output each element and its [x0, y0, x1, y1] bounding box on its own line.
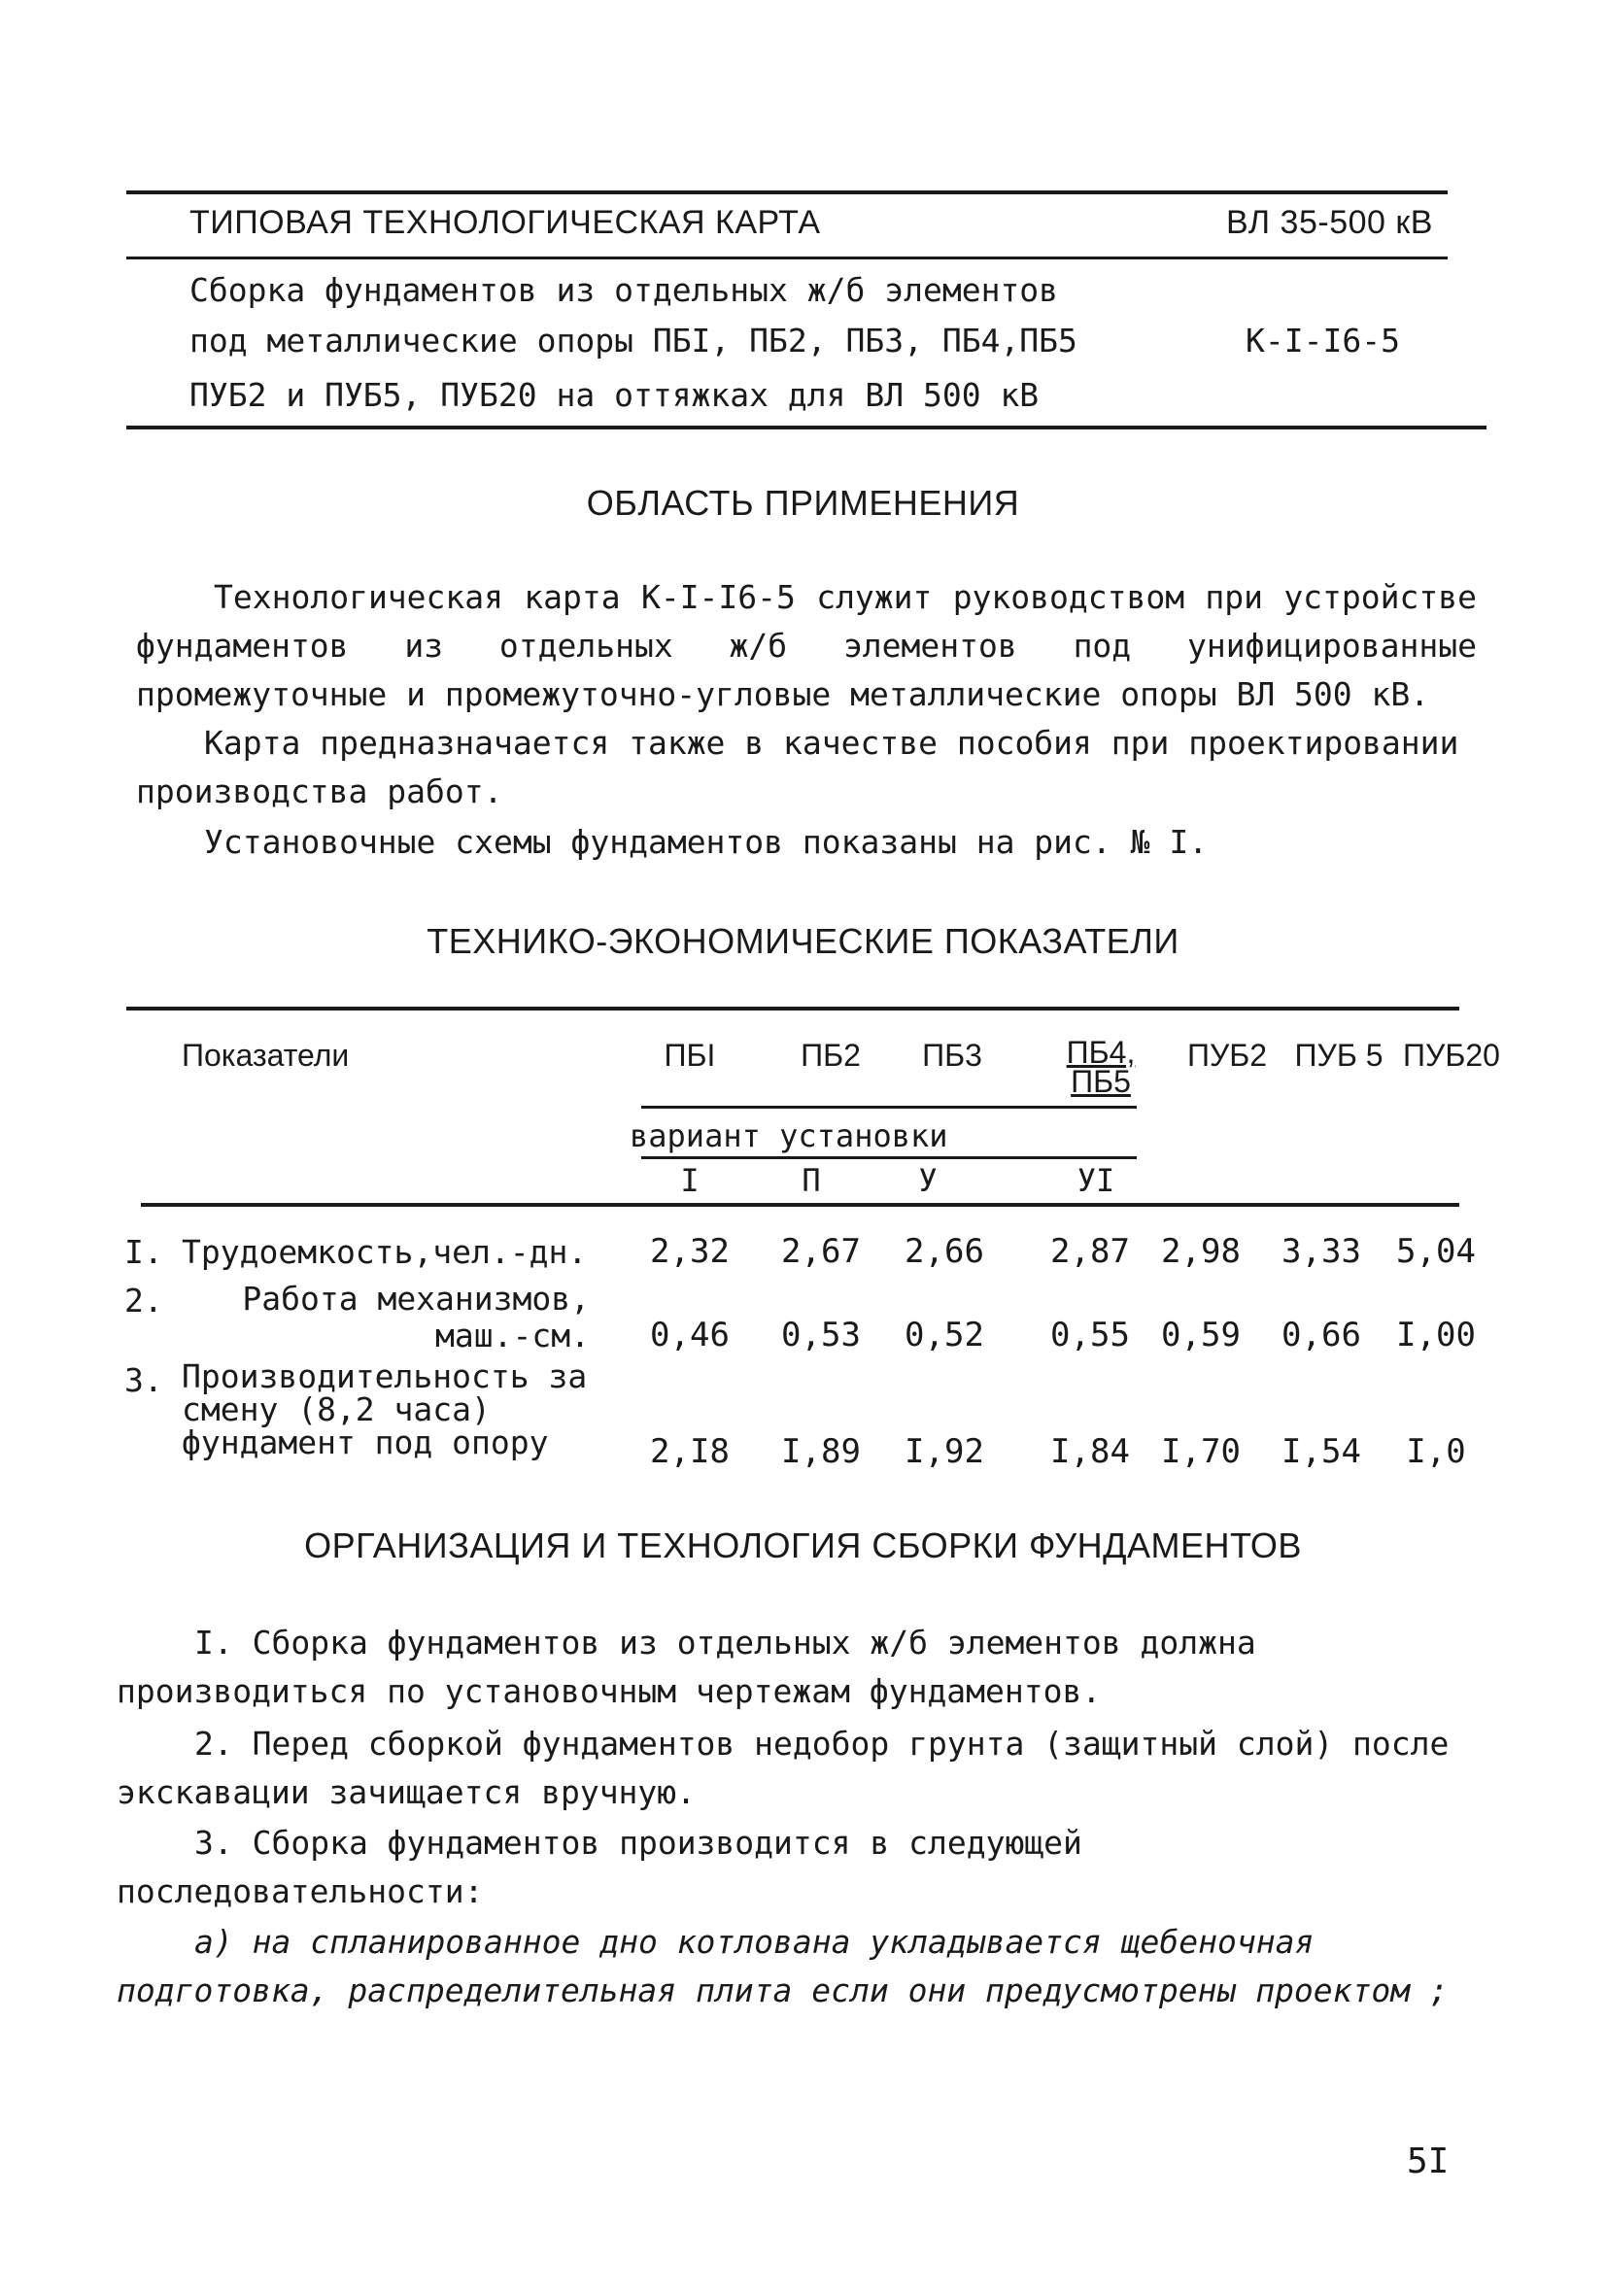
row3-pb3: I,92 — [905, 1432, 984, 1471]
row1-label: Трудоемкость,чел.-дн. — [182, 1233, 588, 1271]
row1-pub2: 2,98 — [1161, 1232, 1241, 1271]
table-header-rule — [141, 1203, 1459, 1207]
row1-pb1: 2,32 — [650, 1232, 730, 1271]
header-subtitle-line3: ПУБ2 и ПУБ5, ПУБ20 на оттяжках для ВЛ 500 кВ — [189, 376, 1040, 414]
section-heading-indicators: ТЕХНИКО-ЭКОНОМИЧЕСКИЕ ПОКАЗАТЕЛИ — [427, 921, 1179, 961]
table-indicator-header: Показатели — [182, 1038, 350, 1073]
header-mid-rule — [126, 257, 1448, 259]
row3-label: Производительность за смену (8,2 часа) фундамент под опору — [182, 1357, 588, 1461]
voltage-range: ВЛ 35-500 кВ — [1226, 204, 1433, 241]
organization-paragraph-2: 2. Перед сборкой фундаментов недобор грунта (защитный слой) после экскавации зачищается вручную. — [117, 1725, 1450, 1811]
row1-pub20: 5,04 — [1396, 1232, 1476, 1271]
header-top-rule — [126, 190, 1448, 194]
variant-p: П — [802, 1162, 821, 1199]
row1-pub5: 3,33 — [1281, 1232, 1361, 1271]
row2-pb2: 0,53 — [781, 1316, 861, 1354]
row2-number: 2. — [124, 1282, 163, 1319]
row3-pub2: I,70 — [1161, 1432, 1241, 1471]
variant-lower-rule — [641, 1156, 1137, 1159]
variant-ui: УI — [1076, 1162, 1115, 1199]
header-subtitle-line2: под металлические опоры ПБI, ПБ2, ПБ3, ПБ4,ПБ5 — [189, 322, 1077, 360]
row3-pb2: I,89 — [781, 1432, 861, 1471]
col-header-pub5: ПУБ 5 — [1294, 1038, 1384, 1073]
row1-pb4-pb5: 2,87 — [1050, 1232, 1130, 1271]
variant-u: У — [918, 1162, 938, 1199]
col-header-pub20: ПУБ20 — [1403, 1038, 1500, 1073]
col-header-pb1: ПБI — [664, 1038, 716, 1073]
row2-pb4-pb5: 0,55 — [1050, 1316, 1130, 1354]
variant-label: вариант установки — [630, 1117, 948, 1154]
scope-paragraph-2: Карта предназначается также в качестве пособия при проектировании производства работ. — [136, 724, 1459, 810]
row3-pub20: I,0 — [1406, 1432, 1466, 1471]
row1-number: I. — [124, 1233, 163, 1271]
organization-paragraph-1: I. Сборка фундаментов из отдельных ж/б элементов должна производиться по установочным чертежам фундаментов. — [117, 1624, 1256, 1710]
variant-i: I — [680, 1162, 700, 1199]
header-subtitle-line1: Сборка фундаментов из отдельных ж/б элементов — [189, 271, 1059, 309]
row2-pub5: 0,66 — [1281, 1316, 1361, 1354]
header-bottom-rule — [126, 426, 1486, 429]
row2-pb3: 0,52 — [905, 1316, 984, 1354]
row2-pub2: 0,59 — [1161, 1316, 1241, 1354]
page-number: 5I — [1407, 2142, 1450, 2181]
row3-number: 3. — [124, 1361, 163, 1399]
row1-pb2: 2,67 — [781, 1232, 861, 1271]
row2-pb1: 0,46 — [650, 1316, 730, 1354]
col-header-pb4-pb5: ПБ4, ПБ5 — [1066, 1035, 1136, 1099]
section-heading-scope: ОБЛАСТЬ ПРИМЕНЕНИЯ — [586, 483, 1020, 523]
organization-paragraph-3: 3. Сборка фундаментов производится в следующей последовательности: — [117, 1824, 1082, 1910]
row2-pub20: I,00 — [1396, 1316, 1476, 1354]
col-header-pub2: ПУБ2 — [1186, 1038, 1268, 1073]
organization-paragraph-4: а) на спланированное дно котлована укладывается щебеночная подготовка, распределительная плита если они предусмотрены проектом ; — [117, 1923, 1449, 2009]
row1-pb3: 2,66 — [905, 1232, 984, 1271]
row3-pb4-pb5: I,84 — [1050, 1432, 1130, 1471]
table-top-rule — [126, 1007, 1459, 1011]
row3-pb1: 2,I8 — [650, 1432, 730, 1471]
card-type-title: ТИПОВАЯ ТЕХНОЛОГИЧЕСКАЯ КАРТА — [189, 204, 821, 241]
row3-pub5: I,54 — [1281, 1432, 1361, 1471]
section-heading-organization: ОРГАНИЗАЦИЯ И ТЕХНОЛОГИЯ СБОРКИ ФУНДАМЕНТОВ — [304, 1525, 1302, 1565]
card-code: К-I-I6-5 — [1246, 322, 1400, 360]
col-header-pb2: ПБ2 — [801, 1038, 861, 1073]
row2-label: Работа механизмов, маш.-см. — [242, 1280, 590, 1354]
scope-paragraph-3: Установочные схемы фундаментов показаны на рис. № I. — [204, 823, 1209, 861]
col-header-pb3: ПБ3 — [922, 1038, 982, 1073]
scope-paragraph-1: Технологическая карта К-I-I6-5 служит руководством при устройстве фундаментов из отдельных ж/б элементов под унифицированные промежуточные и промежуточно-угловые металлические опоры ВЛ 500 кВ. — [136, 578, 1477, 713]
variant-upper-rule — [641, 1106, 1137, 1109]
